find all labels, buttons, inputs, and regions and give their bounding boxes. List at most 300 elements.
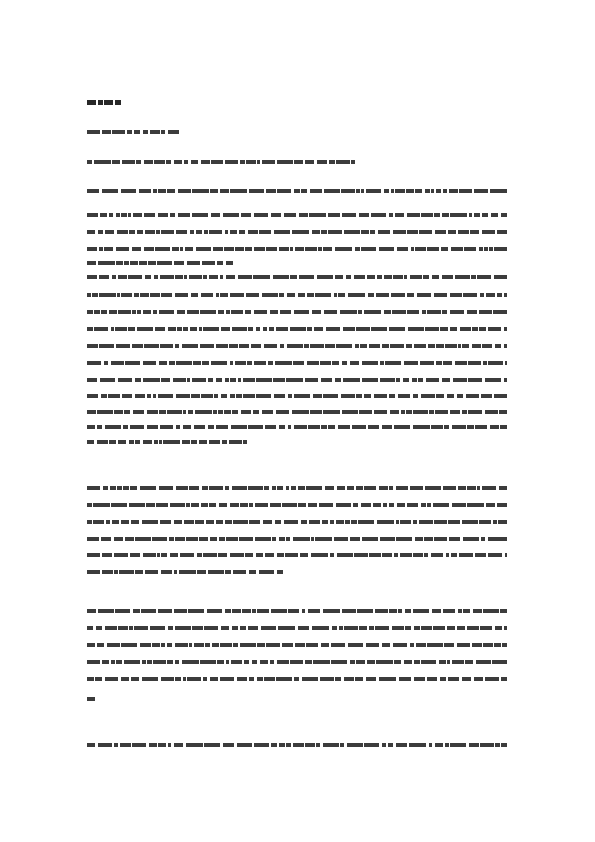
text-gap: [405, 327, 408, 332]
text-gap: [473, 660, 476, 665]
text-gap: [223, 275, 226, 280]
text-gap: [223, 486, 225, 491]
text-gap: [99, 537, 101, 542]
text-gap: [185, 503, 186, 508]
text-gap: [173, 394, 176, 399]
text-gap: [285, 425, 288, 430]
text-gap: [285, 743, 286, 748]
text-gap: [190, 440, 191, 445]
text-gap: [379, 425, 382, 430]
text-gap: [129, 677, 131, 682]
text-gap: [218, 275, 220, 280]
text-gap: [358, 503, 361, 508]
text-gap: [389, 293, 391, 298]
text-gap: [371, 394, 374, 399]
text-gap: [103, 230, 105, 235]
text-gap: [241, 378, 243, 383]
text-gap: [374, 520, 377, 525]
text-gap: [335, 160, 336, 165]
text-gap: [234, 247, 235, 252]
text-gap: [174, 230, 176, 235]
text-gap: [501, 327, 504, 332]
text-gap: [142, 275, 145, 280]
text-gap: [272, 520, 275, 525]
text-gap: [95, 743, 98, 748]
text-gap: [151, 394, 153, 399]
text-gap: [186, 410, 188, 415]
text-gap: [206, 570, 208, 575]
text-gap: [230, 310, 231, 315]
text-gap: [365, 275, 367, 280]
text-gap: [184, 261, 187, 266]
text-gap: [151, 275, 154, 280]
text-gap: [229, 378, 230, 383]
text-gap: [293, 160, 294, 165]
text-gap: [217, 537, 219, 542]
text-gap: [123, 537, 125, 542]
text-gap: [102, 425, 105, 430]
text-gap: [467, 213, 469, 218]
text-gap: [165, 626, 168, 631]
text-gap: [210, 643, 212, 648]
text-gap: [188, 160, 191, 165]
text-gap: [223, 247, 224, 252]
text-gap: [256, 609, 257, 614]
text-gap: [151, 537, 152, 542]
text-gap: [390, 230, 393, 235]
text-gap: [368, 553, 369, 558]
text-gap: [242, 440, 243, 445]
text-gap: [457, 344, 458, 349]
text-gap: [391, 310, 392, 315]
text-gap: [251, 609, 252, 614]
text-gap: [153, 327, 155, 332]
text-gap: [246, 570, 249, 575]
text-gap: [128, 626, 129, 631]
text-gap: [428, 553, 431, 558]
text-gap: [243, 310, 245, 315]
text-gap: [103, 247, 104, 252]
text-gap: [340, 213, 342, 218]
text-gap: [471, 327, 472, 332]
text-gap: [247, 327, 248, 332]
text-gap: [138, 261, 139, 266]
text-gap: [449, 743, 450, 748]
text-gap: [198, 344, 200, 349]
text-gap: [467, 378, 468, 383]
text-gap: [156, 609, 158, 614]
text-gap: [229, 660, 231, 665]
text-gap: [450, 378, 453, 383]
text-gap: [337, 626, 339, 631]
text-gap: [365, 660, 367, 665]
text-gap: [118, 677, 121, 682]
text-gap: [441, 310, 442, 315]
text-gap: [247, 486, 248, 491]
text-gap: [220, 440, 222, 445]
text-gap: [404, 213, 407, 218]
text-gap: [477, 310, 479, 315]
text-gap: [397, 609, 398, 614]
text-gap: [140, 361, 143, 366]
text-gap: [95, 425, 97, 430]
text-gap: [332, 537, 334, 542]
text-gap: [496, 486, 499, 491]
text-gap: [109, 660, 111, 665]
text-gap: [283, 486, 286, 491]
text-gap: [264, 189, 266, 194]
text-gap: [491, 660, 492, 665]
text-gap: [343, 626, 344, 631]
text-gap: [186, 378, 187, 383]
text-gap: [440, 213, 442, 218]
text-gap: [179, 660, 182, 665]
text-gap: [345, 486, 347, 491]
text-gap: [117, 310, 118, 315]
text-gap: [210, 160, 211, 165]
text-gap: [430, 425, 431, 430]
text-gap: [233, 361, 235, 366]
text-gap: [108, 361, 111, 366]
text-gap: [116, 275, 118, 280]
text-gap: [460, 410, 462, 415]
text-gap: [180, 440, 182, 445]
text-gap: [318, 378, 321, 383]
text-gap: [141, 310, 143, 315]
text-gap: [116, 293, 117, 298]
text-gap: [284, 344, 287, 349]
text-gap: [187, 609, 188, 614]
text-gap: [420, 213, 421, 218]
text-gap: [352, 247, 355, 252]
text-gap: [429, 609, 432, 614]
text-gap: [374, 293, 376, 298]
text-gap: [253, 503, 255, 508]
text-gap: [426, 743, 429, 748]
text-gap: [156, 486, 159, 491]
text-gap: [411, 520, 413, 525]
text-gap: [479, 743, 480, 748]
text-gap: [418, 503, 421, 508]
text-gap: [483, 677, 485, 682]
text-gap: [172, 570, 174, 575]
text-gap: [206, 378, 208, 383]
text-gap: [120, 394, 122, 399]
text-gap: [266, 361, 268, 366]
text-gap: [280, 643, 282, 648]
text-gap: [140, 553, 143, 558]
text-gap: [178, 553, 180, 558]
text-gap: [133, 626, 134, 631]
text-gap: [432, 743, 435, 748]
text-gap: [208, 503, 209, 508]
text-gap: [373, 609, 375, 614]
text-gap: [320, 743, 323, 748]
text-gap: [148, 626, 150, 631]
text-gap: [469, 230, 470, 235]
text-gap: [218, 626, 221, 631]
text-gap: [429, 275, 432, 280]
text-gap: [309, 410, 310, 415]
text-gap: [304, 247, 305, 252]
text-gap: [153, 160, 154, 165]
text-gap: [444, 344, 445, 349]
text-gap: [129, 486, 130, 491]
text-gap: [343, 275, 346, 280]
text-gap: [182, 520, 184, 525]
text-gap: [405, 189, 406, 194]
text-gap: [441, 486, 443, 491]
text-gap: [256, 643, 257, 648]
text-gap: [252, 247, 254, 252]
text-gap: [159, 344, 160, 349]
text-gap: [410, 425, 413, 430]
text-gap: [110, 503, 111, 508]
text-gap: [402, 609, 405, 614]
text-gap: [322, 247, 323, 252]
text-gap: [491, 275, 494, 280]
text-gap: [244, 553, 245, 558]
text-gap: [114, 609, 115, 614]
text-gap: [502, 553, 505, 558]
text-gap: [215, 261, 217, 266]
text-gap: [350, 160, 351, 165]
text-gap: [393, 486, 396, 491]
text-gap: [208, 537, 210, 542]
text-gap: [355, 327, 356, 332]
text-gap: [454, 643, 457, 648]
text-gap: [255, 378, 256, 383]
text-gap: [140, 660, 142, 665]
text-gap: [121, 425, 123, 430]
text-gap: [158, 570, 161, 575]
text-gap: [92, 520, 93, 525]
text-gap: [476, 486, 477, 491]
text-gap: [265, 643, 266, 648]
text-gap: [285, 378, 286, 383]
text-gap: [165, 160, 166, 165]
text-gap: [148, 130, 150, 135]
text-gap: [412, 537, 415, 542]
text-gap: [289, 275, 290, 280]
text-gap: [263, 425, 265, 430]
text-gap: [208, 213, 211, 218]
text-gap: [447, 520, 448, 525]
text-gap: [260, 520, 263, 525]
text-gap: [198, 160, 201, 165]
text-gap: [231, 570, 233, 575]
text-gap: [499, 609, 500, 614]
text-gap: [188, 327, 190, 332]
text-gap: [378, 361, 380, 366]
text-gap: [375, 230, 378, 235]
text-gap: [172, 261, 174, 266]
text-gap: [359, 344, 360, 349]
text-gap: [96, 100, 98, 105]
text-gap: [220, 743, 223, 748]
text-gap: [166, 410, 167, 415]
text-gap: [381, 189, 384, 194]
text-gap: [350, 520, 351, 525]
text-gap: [308, 553, 311, 558]
text-gap: [347, 660, 350, 665]
text-gap: [420, 660, 421, 665]
text-gap: [314, 537, 315, 542]
text-gap: [389, 344, 390, 349]
text-gap: [116, 486, 117, 491]
text-gap: [175, 361, 176, 366]
text-gap: [227, 440, 229, 445]
text-gap: [323, 327, 326, 332]
text-gap: [116, 440, 118, 445]
text-gap: [130, 344, 132, 349]
text-gap: [431, 503, 433, 508]
text-gap: [449, 213, 450, 218]
text-gap: [467, 361, 468, 366]
text-gap: [430, 189, 431, 194]
text-gap: [91, 293, 92, 298]
text-gap: [191, 189, 192, 194]
text-gap: [408, 486, 410, 491]
text-gap: [145, 394, 147, 399]
text-gap: [399, 410, 401, 415]
text-gap: [412, 660, 414, 665]
text-gap: [433, 213, 434, 218]
text-gap: [111, 160, 112, 165]
text-gap: [167, 537, 169, 542]
text-gap: [503, 361, 505, 366]
text-gap: [160, 553, 161, 558]
text-gap: [245, 160, 246, 165]
text-gap: [185, 537, 186, 542]
text-gap: [115, 378, 118, 383]
text-gap: [293, 643, 295, 648]
text-gap: [203, 626, 204, 631]
text-gap: [479, 537, 481, 542]
text-gap: [404, 344, 406, 349]
text-gap: [202, 553, 203, 558]
text-gap: [140, 609, 141, 614]
text-gap: [132, 130, 134, 135]
text-gap: [374, 626, 375, 631]
text-gap: [441, 189, 443, 194]
text-gap: [119, 520, 121, 525]
text-gap: [268, 660, 270, 665]
text-gap: [501, 344, 504, 349]
text-gap: [474, 425, 475, 430]
text-gap: [131, 743, 132, 748]
text-gap: [426, 503, 427, 508]
text-gap: [214, 520, 216, 525]
text-gap: [284, 553, 285, 558]
text-gap: [341, 378, 343, 383]
text-gap: [168, 213, 170, 218]
text-gap: [191, 626, 192, 631]
text-gap: [363, 486, 364, 491]
text-gap: [380, 344, 382, 349]
text-gap: [141, 378, 143, 383]
text-gap: [411, 677, 414, 682]
text-gap: [208, 230, 209, 235]
text-gap: [351, 503, 353, 508]
text-gap: [355, 189, 356, 194]
text-gap: [146, 660, 147, 665]
text-gap: [281, 503, 282, 508]
text-gap: [340, 327, 343, 332]
text-gap: [97, 378, 100, 383]
text-gap: [360, 189, 361, 194]
text-gap: [463, 247, 464, 252]
text-gap: [100, 130, 102, 135]
text-gap: [204, 609, 207, 614]
text-gap: [327, 425, 328, 430]
text-gap: [103, 100, 104, 105]
text-gap: [115, 660, 116, 665]
text-gap: [212, 410, 213, 415]
text-gap: [359, 361, 362, 366]
text-gap: [481, 344, 482, 349]
text-gap: [248, 520, 249, 525]
text-gap: [342, 230, 344, 235]
text-gap: [470, 609, 473, 614]
text-gap: [285, 394, 288, 399]
text-gap: [100, 486, 103, 491]
text-gap: [331, 293, 334, 298]
text-gap: [426, 310, 427, 315]
text-gap: [352, 344, 355, 349]
text-gap: [168, 503, 170, 508]
text-gap: [269, 743, 271, 748]
text-gap: [173, 486, 176, 491]
text-gap: [423, 378, 426, 383]
text-gap: [162, 440, 163, 445]
text-gap: [312, 660, 313, 665]
text-gap: [239, 213, 241, 218]
text-gap: [439, 247, 441, 252]
text-gap: [491, 520, 493, 525]
text-gap: [152, 440, 154, 445]
text-gap: [344, 743, 347, 748]
text-gap: [443, 425, 444, 430]
text-gap: [214, 344, 216, 349]
text-gap: [260, 160, 262, 165]
text-gap: [387, 394, 389, 399]
text-gap: [485, 537, 488, 542]
text-gap: [439, 378, 442, 383]
text-gap: [113, 213, 116, 218]
text-gap: [403, 275, 404, 280]
text-gap: [369, 213, 371, 218]
text-gap: [493, 643, 494, 648]
text-gap: [113, 100, 115, 105]
text-gap: [246, 626, 248, 631]
text-gap: [220, 213, 223, 218]
text-gap: [365, 293, 368, 298]
text-gap: [241, 609, 242, 614]
text-gap: [92, 160, 94, 165]
text-gap: [446, 230, 448, 235]
text-gap: [253, 327, 256, 332]
text-gap: [482, 410, 485, 415]
text-gap: [412, 553, 413, 558]
text-gap: [158, 275, 160, 280]
text-gap: [194, 553, 197, 558]
text-gap: [376, 677, 379, 682]
text-gap: [500, 743, 501, 748]
text-gap: [426, 344, 428, 349]
text-gap: [465, 626, 467, 631]
text-gap: [331, 361, 332, 366]
